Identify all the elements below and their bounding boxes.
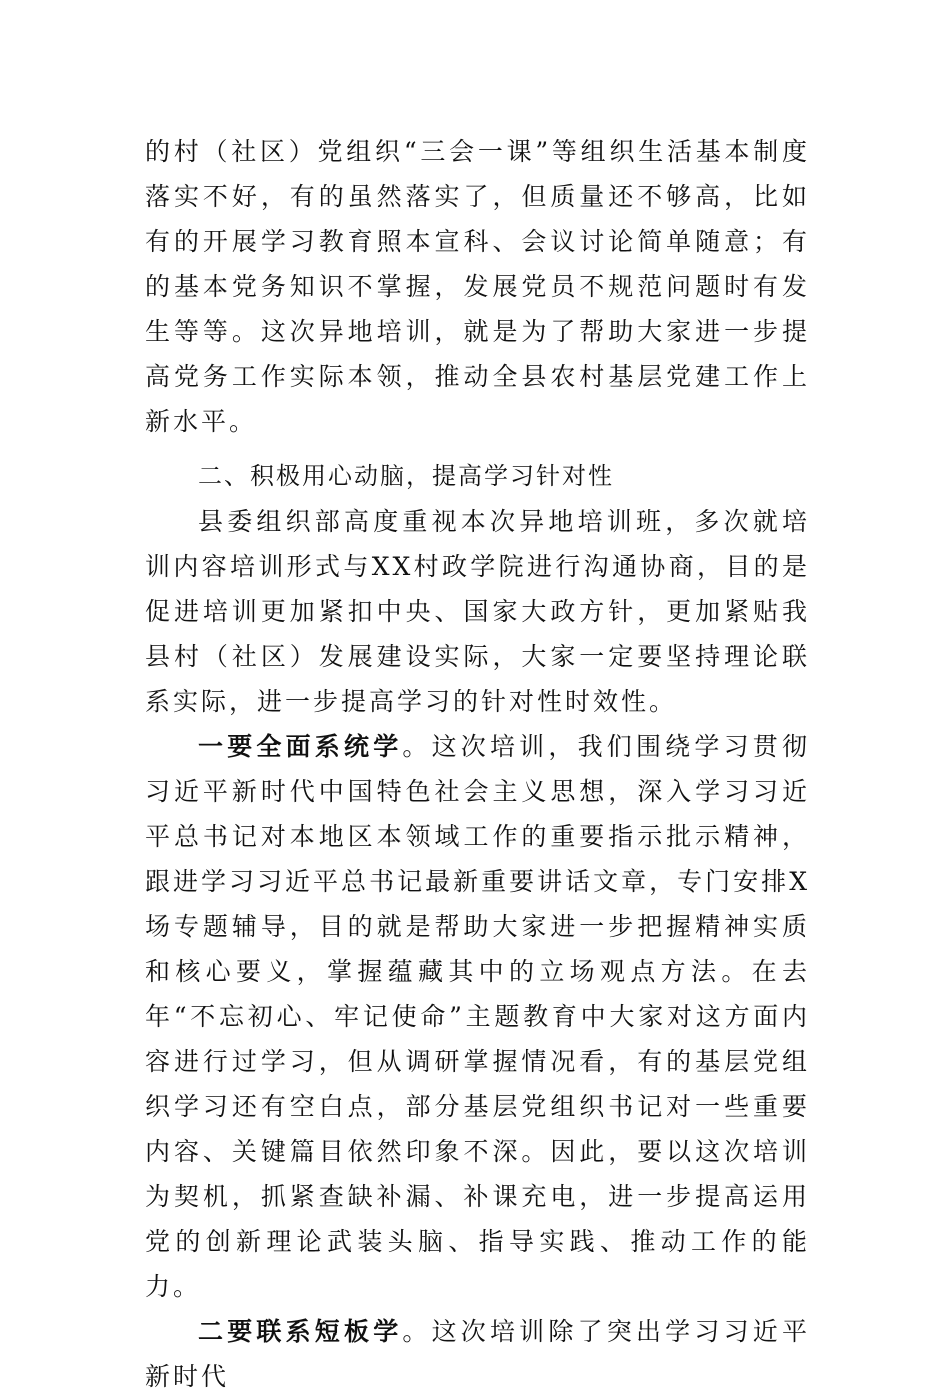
paragraph-continuation: 的村（社区）党组织“三会一课”等组织生活基本制度落实不好，有的虽然落实了，但质量还不够高，比如有的开展学习教育照本宣科、会议讨论简单随意；有的基本党务知识不掌握，发展党员不规范问题时有发生等等。这次异地培训，就是为了帮助大家进一步提高党务工作实际本领，推动全县农村基层党建工作上新水平。: [145, 137, 810, 436]
section-heading: 二、积极用心动脑，提高学习针对性: [198, 462, 614, 490]
paragraph-point-one: [145, 724, 810, 1309]
document-page: [145, 129, 810, 1399]
point-one-lead: 一要全面系统学: [198, 732, 403, 761]
point-two-text: 。这次培训除了突出学习习近平新时代: [145, 1317, 810, 1391]
point-two-lead: 二要联系短板学: [198, 1317, 403, 1346]
point-one-text: 。这次培训，我们围绕学习贯彻习近平新时代中国特色社会主义思想，深入学习习近平总书记对本地区本领域工作的重要指示批示精神，跟进学习习近平总书记最新重要讲话文章，专门安排X场专题辅导，目的就是帮助大家进一步把握精神实质和核心要义，掌握蕴藏其中的立场观点方法。在去年“不忘初心、牢记使命”主题教育中大家对这方面内容进行过学习，但从调研掌握情况看，有的基层党组织学习还有空白点，部分基层党组织书记对一些重要内容、关键篇目依然印象不深。因此，要以这次培训为契机，抓紧查缺补漏、补课充电，进一步提高运用党的创新理论武装头脑、指导实践、推动工作的能力。: [145, 732, 810, 1301]
paragraph-point-two: [145, 1309, 810, 1399]
paragraph-body: 县委组织部高度重视本次异地培训班，多次就培训内容培训形式与XX村政学院进行沟通协商，目的是促进培训更加紧扣中央、国家大政方针，更加紧贴我县村（社区）发展建设实际，大家一定要坚持理论联系实际，进一步提高学习的针对性时效性。: [145, 507, 810, 716]
